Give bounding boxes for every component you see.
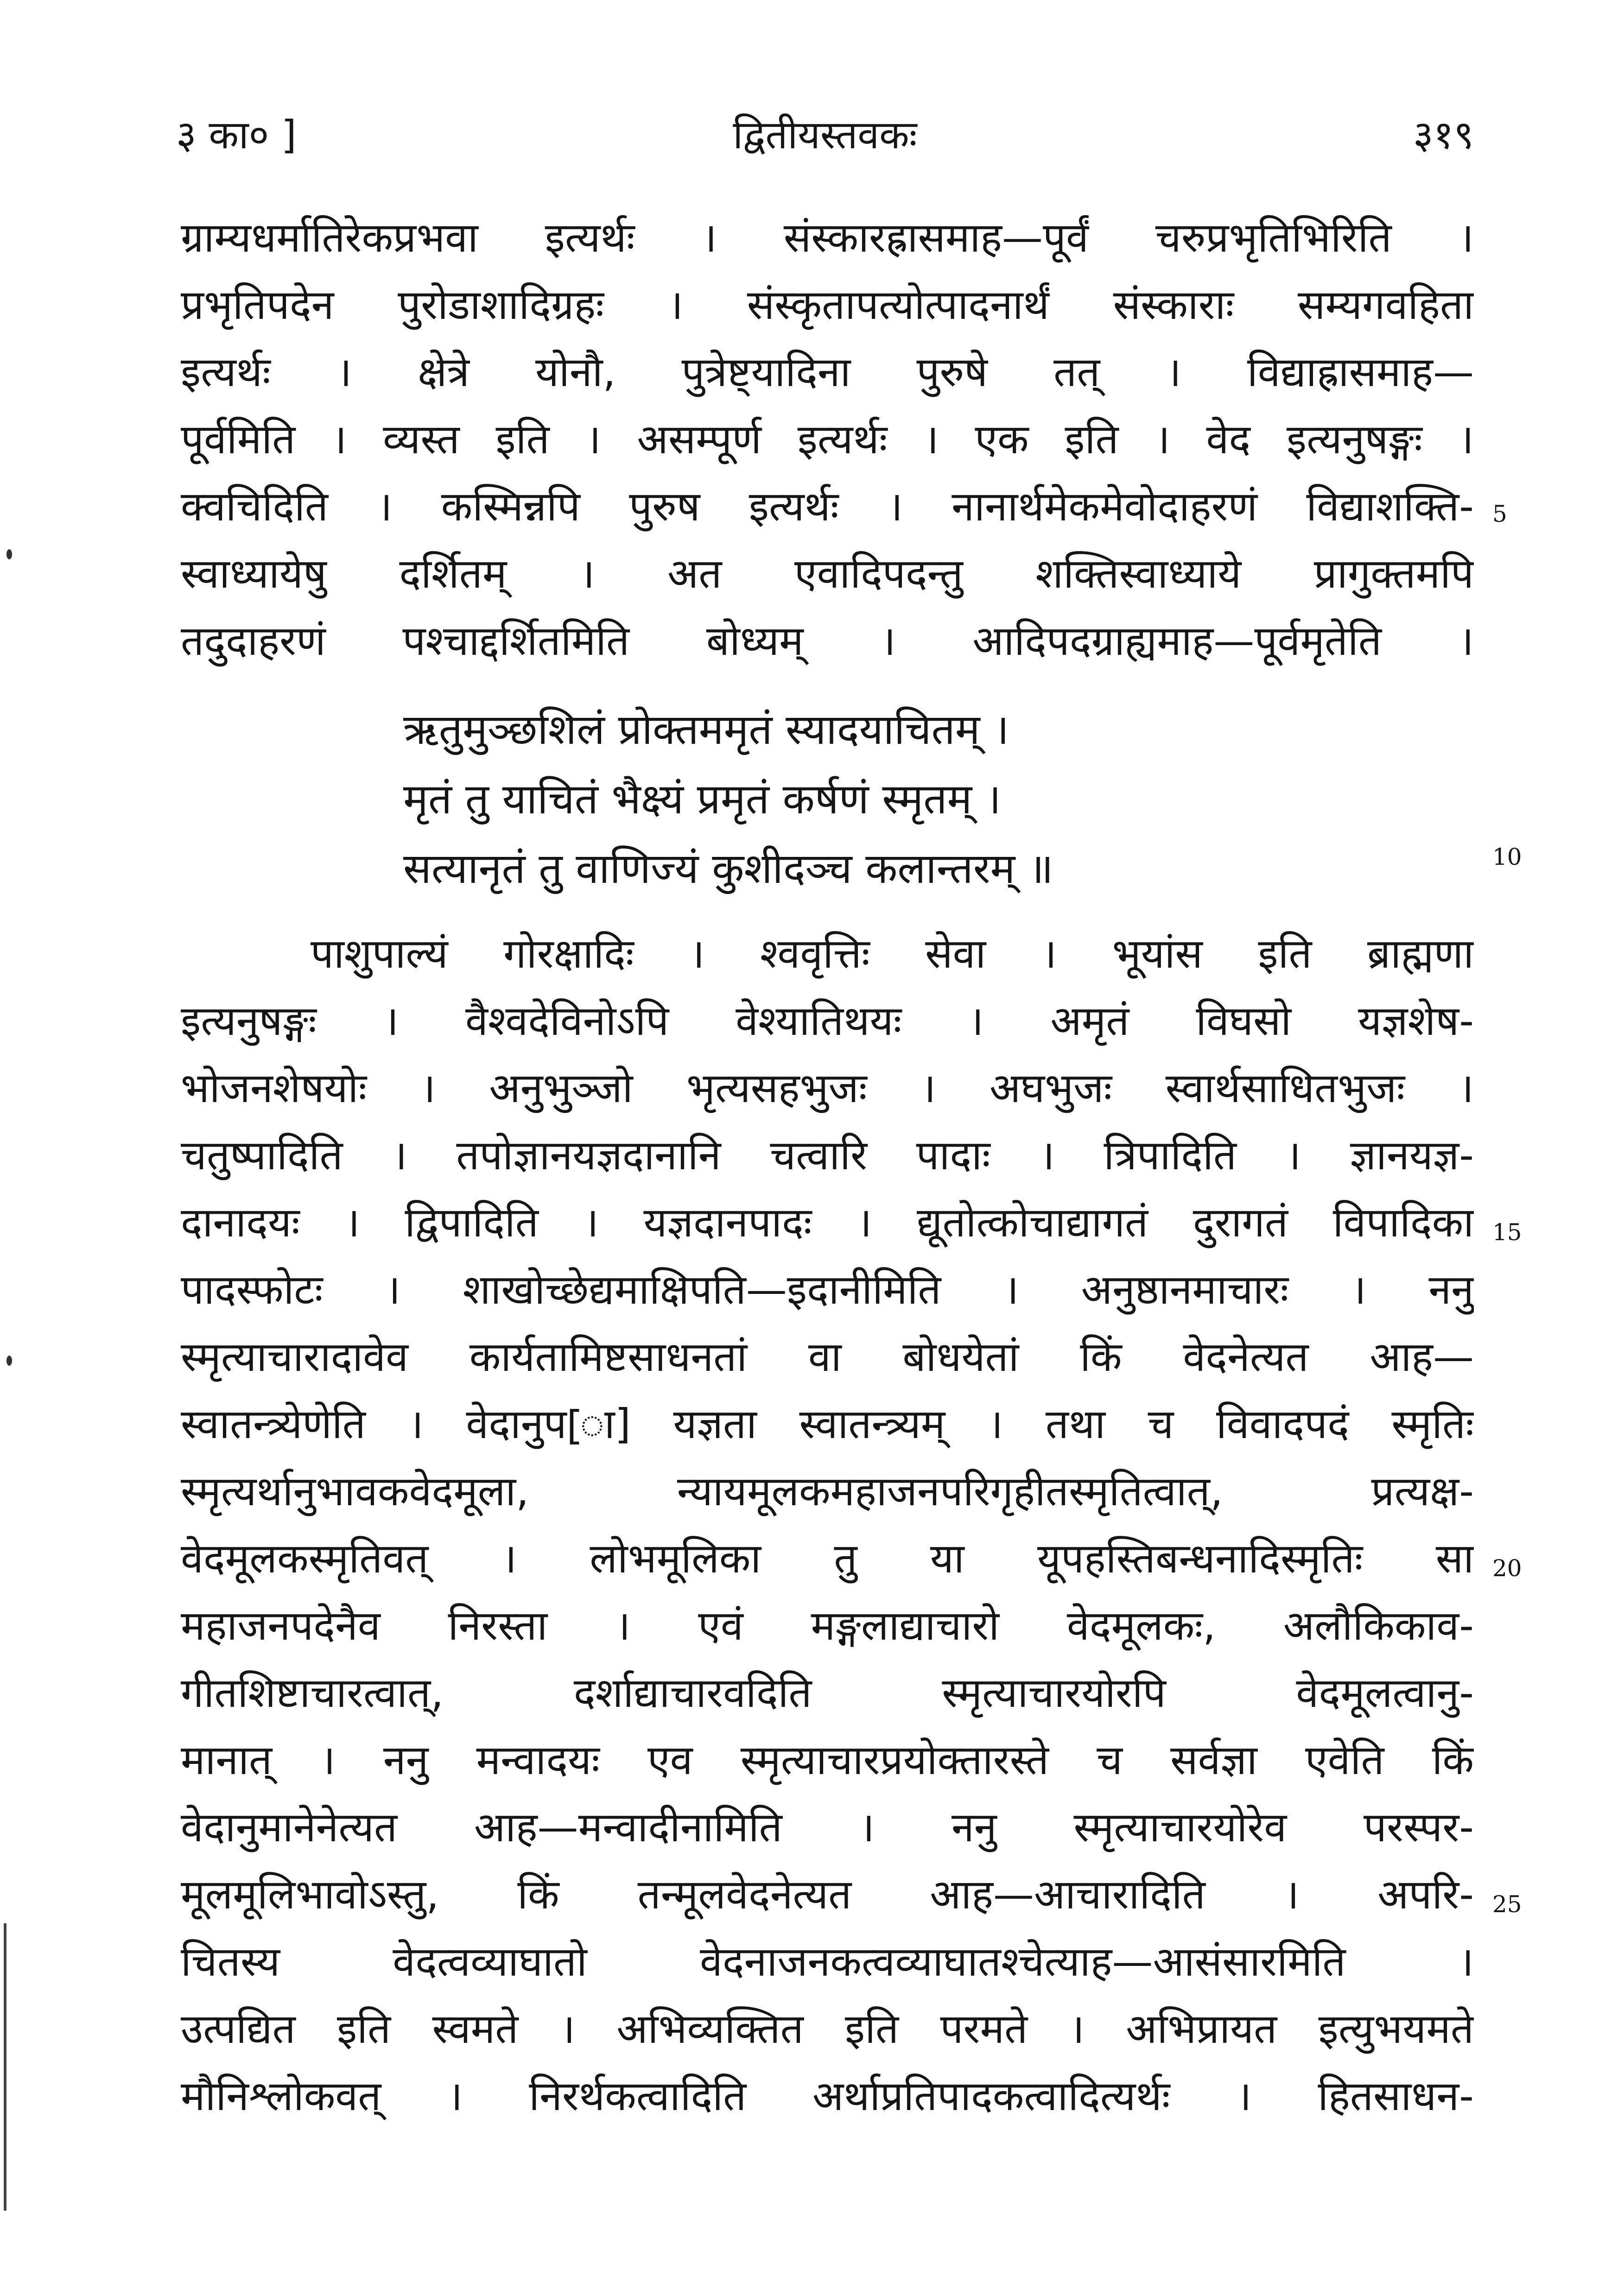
- line-number: 25: [1492, 1891, 1522, 1918]
- line-number: 10: [1492, 843, 1522, 870]
- text-line: तदुदाहरणं पश्चाद्दर्शितमिति बोध्यम् । आदिपदग्राह्यमाह—पूर्वमृतेति ।: [181, 617, 1474, 665]
- text-line: स्मृत्यर्थानुभावकवेदमूला, न्यायमूलकमहाजनपरिगृहीतस्मृतित्वात्, प्रत्यक्ष-: [181, 1467, 1474, 1515]
- quoted-verse: [403, 695, 1191, 904]
- text-line: मानात् । ननु मन्वादयः एव स्मृत्याचारप्रयोक्तारस्ते च सर्वज्ञा एवेति किं: [181, 1736, 1474, 1784]
- text-line: पूर्वमिति । व्यस्त इति । असम्पूर्ण इत्यर्थः । एक इति । वेद इत्यनुषङ्गः ।: [181, 415, 1474, 463]
- text-line: स्मृत्याचारादावेव कार्यतामिष्टसाधनतां वा बोधयेतां किं वेदनेत्यत आह—: [181, 1333, 1474, 1381]
- text-line: स्वाध्यायेषु दर्शितम् । अत एवादिपदन्तु शक्तिस्वाध्याये प्रागुक्तमपि: [181, 550, 1474, 597]
- text-line: प्रभृतिपदेन पुरोडाशादिग्रहः । संस्कृतापत्योत्पादनार्थं संस्काराः सम्यगवहिता: [181, 281, 1474, 329]
- commentary-paragraph-2: [181, 920, 1474, 2130]
- line-number: 20: [1492, 1555, 1522, 1582]
- verse-line: ऋतुमुञ्छशिलं प्रोक्तममृतं स्यादयाचितम् ।: [403, 705, 1009, 754]
- text-line: मूलमूलिभावोऽस्तु, किं तन्मूलवेदनेत्यत आह—आचारादिति । अपरि-: [181, 1870, 1474, 1918]
- text-line: उत्पद्यित इति स्वमते । अभिव्यक्तित इति परमते । अभिप्रायत इत्युभयमते: [181, 2005, 1474, 2053]
- text-line: भोजनशेषयोः । अनुभुञ्जो भृत्यसहभुजः । अघभुजः स्वार्थसाधितभुजः ।: [181, 1064, 1474, 1112]
- binding-edge-line: [4, 1923, 6, 2211]
- chapter-marker: ३ का० ]: [176, 112, 297, 158]
- line-number: 15: [1492, 1219, 1522, 1246]
- line-number: 5: [1492, 501, 1507, 527]
- text-line: इत्यनुषङ्गः । वैश्वदेविनोऽपि वेश्यातिथयः । अमृतं विघसो यज्ञशेष-: [181, 997, 1474, 1045]
- text-line: चतुष्पादिति । तपोज्ञानयज्ञदानानि चत्वारि पादाः । त्रिपादिति । ज्ञानयज्ञ-: [181, 1131, 1474, 1179]
- text-line: वेदमूलकस्मृतिवत् । लोभमूलिका तु या यूपहस्तिबन्धनादिस्मृतिः सा: [181, 1534, 1474, 1582]
- text-line: क्वचिदिति । कस्मिन्नपि पुरुष इत्यर्थः । नानार्थमेकमेवोदाहरणं विद्याशक्ति-: [181, 482, 1474, 530]
- text-line: महाजनपदेनैव निरस्ता । एवं मङ्गलाद्याचारो वेदमूलकः, अलौकिकाव-: [181, 1602, 1474, 1649]
- scan-mark: [6, 1356, 12, 1366]
- text-line: इत्यर्थः । क्षेत्रे योनौ, पुत्रेष्ट्यादिना पुरुषे तत् । विद्याह्रासमाह—: [181, 348, 1474, 396]
- text-line: मौनिश्लोकवत् । निरर्थकत्वादिति अर्थाप्रतिपादकत्वादित्यर्थः । हितसाधन-: [181, 2072, 1474, 2120]
- section-title: द्वितीयस्तवकः: [733, 112, 917, 158]
- verse-line: सत्यानृतं तु वाणिज्यं कुशीदञ्च कलान्तरम् ॥: [403, 844, 1053, 893]
- text-line: दानादयः । द्विपादिति । यज्ञदानपादः । द्यूतोत्कोचाद्यागतं दुरागतं विपादिका: [181, 1198, 1474, 1246]
- running-header: [176, 107, 1474, 176]
- text-line: गीतशिष्टाचारत्वात्, दर्शाद्याचारवदिति स्मृत्याचारयोरपि वेदमूलत्वानु-: [181, 1669, 1474, 1717]
- text-line: पाशुपाल्यं गोरक्षादिः । श्ववृत्तिः सेवा । भूयांस इति ब्राह्मणा: [311, 930, 1474, 977]
- text-line: स्वातन्त्र्येणेति । वेदानुप[ा] यज्ञता स्वातन्त्र्यम् । तथा च विवादपदं स्मृतिः: [181, 1400, 1474, 1448]
- text-line: वेदानुमानेनेत्यत आह—मन्वादीनामिति । ननु स्मृत्याचारयोरेव परस्पर-: [181, 1803, 1474, 1851]
- verse-line: मृतं तु याचितं भैक्ष्यं प्रमृतं कर्षणं स्मृतम् ।: [403, 775, 1002, 824]
- text-line: ग्राम्यधर्मातिरेकप्रभवा इत्यर्थः । संस्कारह्रासमाह—पूर्वं चरुप्रभृतिभिरिति ।: [181, 214, 1474, 261]
- text-line: पादस्फोटः । शाखोच्छेद्यमाक्षिपति—इदानीमिति । अनुष्ठानमाचारः । ननु: [181, 1266, 1474, 1313]
- commentary-paragraph-1: [181, 204, 1474, 674]
- page-number: ३१९: [1413, 112, 1474, 158]
- text-line: चितस्य वेदत्वव्याघातो वेदनाजनकत्वव्याघातश्चेत्याह—आसंसारमिति ।: [181, 1938, 1474, 1985]
- scan-mark: [6, 549, 12, 559]
